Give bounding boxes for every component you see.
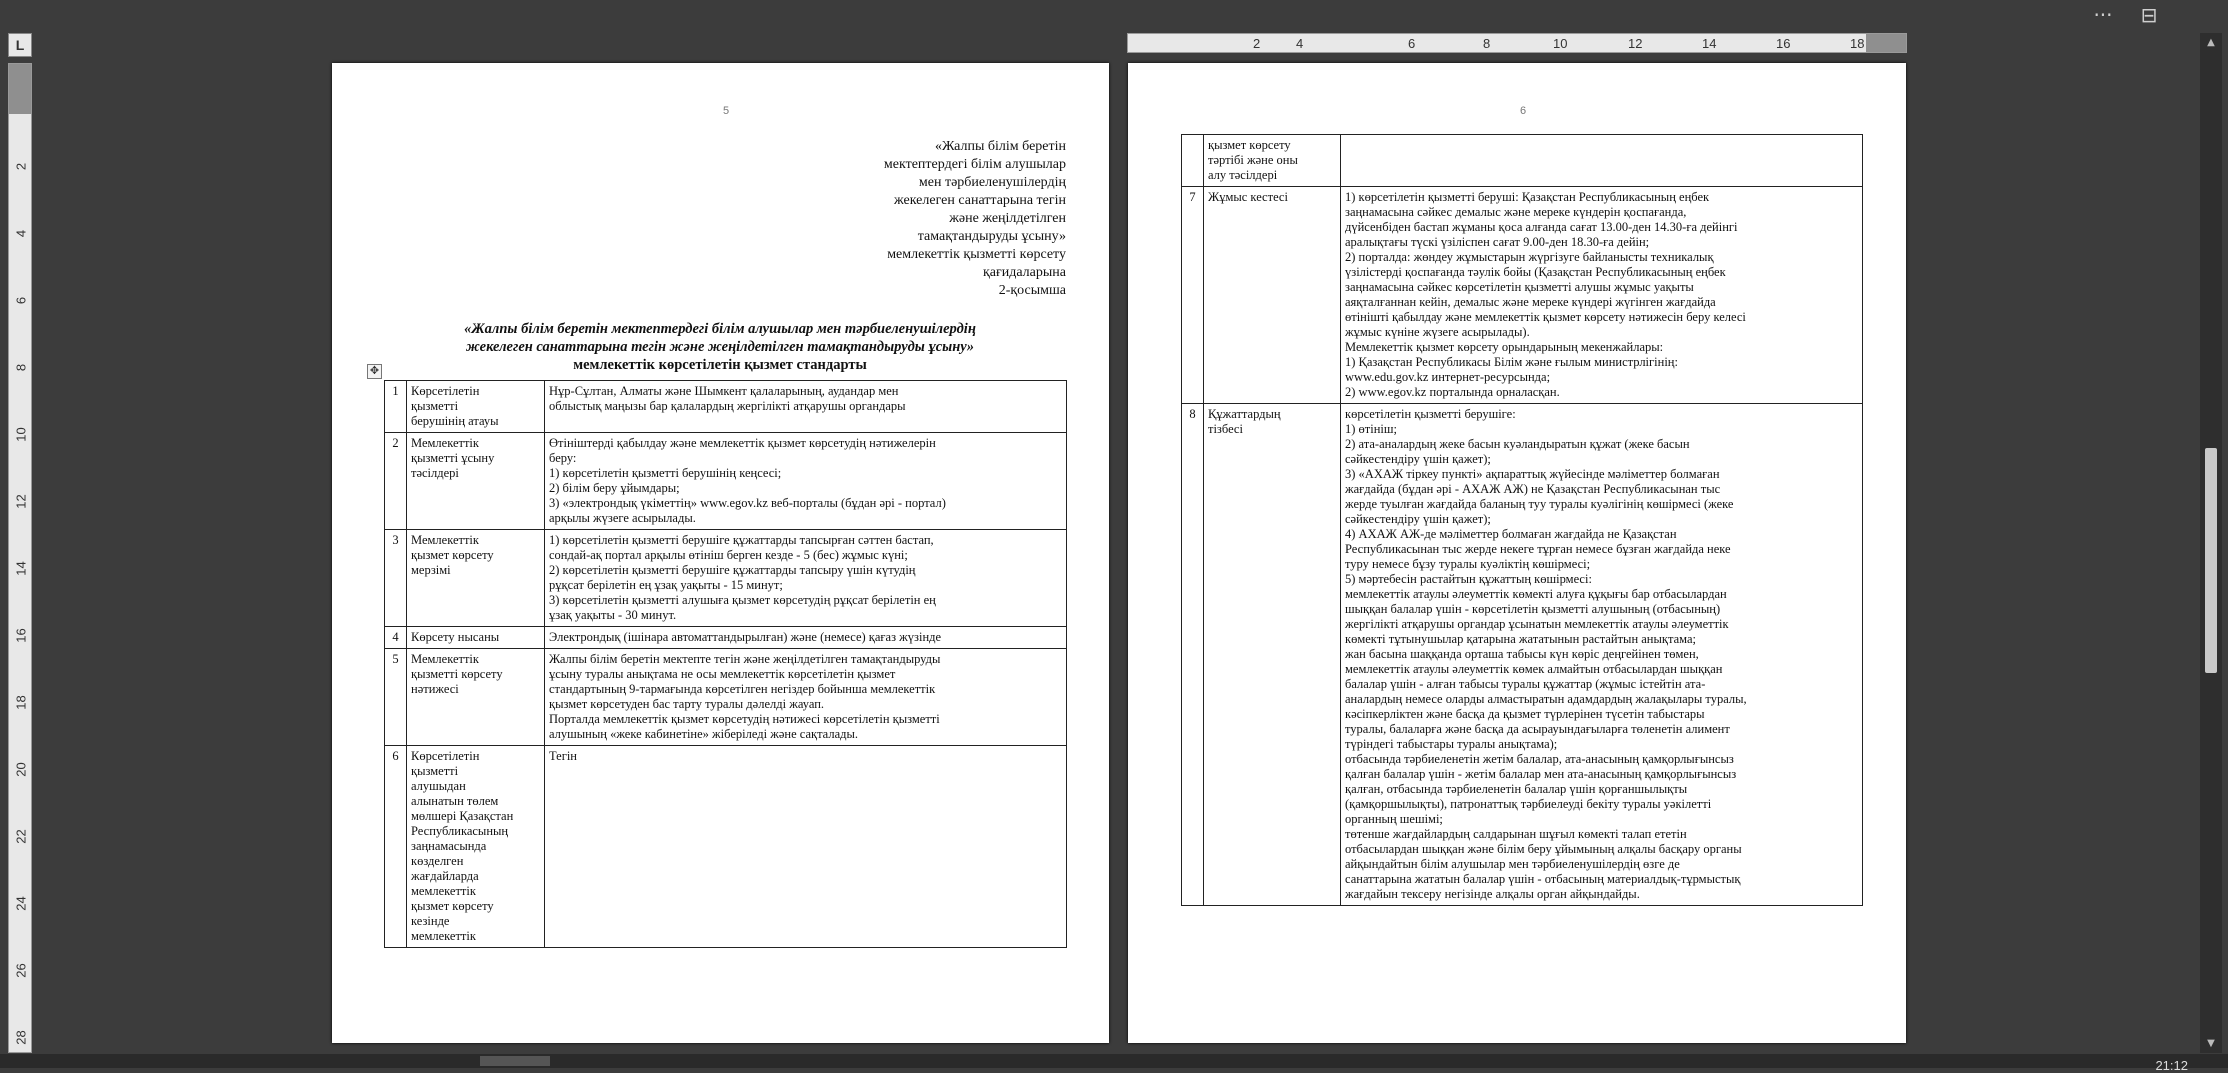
ruler-tick: 16 xyxy=(1776,36,1791,51)
cell-line: 3) «АХАЖ тіркеу пункті» ақпараттық жүйесінде мәліметтер болмаған xyxy=(1345,467,1720,481)
scroll-up-icon[interactable]: ▲ xyxy=(2207,37,2215,48)
cell-line: мемлекеттік xyxy=(411,884,476,898)
annex-line: тамақтандыруды ұсыну» xyxy=(917,229,1066,244)
cell-line: көрсетілетін қызметті берушіге: xyxy=(1345,407,1516,421)
vertical-scrollbar[interactable] xyxy=(2200,33,2222,1053)
ruler-tick: 18 xyxy=(13,695,29,710)
ruler-tick: 4 xyxy=(13,229,29,238)
cell-line: 2) порталда: жөндеу жұмыстарын жүргізуге байланысты техникалық xyxy=(1345,250,1714,264)
table-row xyxy=(385,433,1067,530)
cell-line: отбасында тәрбиеленетін жетім балалар, ата-анасының қамқорлығынсыз xyxy=(1345,752,1734,766)
page-number: 5 xyxy=(723,105,730,117)
cell-line: 1) өтініш; xyxy=(1345,422,1397,436)
cell-line: жергілікті атқарушы органдар ұсынатын мемлекеттік атаулы әлеуметтік xyxy=(1345,617,1729,631)
annex-line: жекелеген санаттарына тегін xyxy=(894,193,1066,208)
row-value-cell[interactable] xyxy=(545,627,1067,649)
cell-line: қызмет көрсету xyxy=(1208,138,1291,152)
row-number: 2 xyxy=(385,433,407,530)
cell-line: туру немесе бұзу туралы куәліктің көшірмесі; xyxy=(1345,557,1591,571)
cell-line: 5) мәртебесін растайтын құжаттың көшірмесі: xyxy=(1345,572,1592,586)
document-title xyxy=(360,320,1080,374)
row-value-cell[interactable] xyxy=(545,649,1067,746)
cell-line: сәйкестендіру үшін қажет); xyxy=(1345,512,1491,526)
scroll-down-icon[interactable]: ▼ xyxy=(2207,1038,2215,1049)
cell-line: жан басына шаққанда орташа табысы күн көріс деңгейінен төмен, xyxy=(1345,647,1699,661)
ribbon-display-button[interactable]: ⊟ xyxy=(2140,3,2158,27)
row-number: 1 xyxy=(385,381,407,433)
ruler-tick: 14 xyxy=(13,561,29,576)
cell-line: Нұр-Сұлтан, Алматы және Шымкент қалаларының, аудандар мен xyxy=(549,384,899,398)
cell-line: Мемлекеттік xyxy=(411,533,479,547)
cell-line: алушыдан xyxy=(411,779,466,793)
cell-line: қызметті көрсету xyxy=(411,667,503,681)
table-row xyxy=(385,746,1067,948)
ruler-tick: 24 xyxy=(13,896,29,911)
ruler-tick: 4 xyxy=(1296,36,1304,51)
row-value-cell[interactable] xyxy=(545,746,1067,948)
cell-line: Республикасының xyxy=(411,824,509,838)
cell-line: 1) Қазақстан Республикасы Білім және ғылым министрлігінің: xyxy=(1345,355,1678,369)
cell-line: Көрсетілетін xyxy=(411,384,480,398)
annex-line: және жеңілдетілген xyxy=(949,211,1066,226)
standard-table-page-5 xyxy=(384,380,1067,948)
ruler-tick: 16 xyxy=(13,628,29,643)
cell-line: 2) ата-аналардың жеке басын куәландыратын құжат (жеке басын xyxy=(1345,437,1690,451)
cell-line: кәсіпкерліктен және басқа да қызмет түрлерінен түсетін табыстары xyxy=(1345,707,1705,721)
cell-line: жағдайларда xyxy=(411,869,479,883)
horizontal-scrollbar-thumb[interactable] xyxy=(480,1056,550,1066)
more-options-button[interactable]: ··· xyxy=(2093,3,2113,27)
row-label-cell[interactable] xyxy=(407,627,545,649)
cell-line: беру: xyxy=(549,451,577,465)
row-label-cell[interactable] xyxy=(407,746,545,948)
cell-line: сондай-ақ портал арқылы өтініш берген кезде - 5 (бес) жұмыс күні; xyxy=(549,548,908,562)
cell-line: нәтижесі xyxy=(411,682,459,696)
cell-line: Порталда мемлекеттік қызмет көрсетудің нәтижесі көрсетілетін қызметті xyxy=(549,712,940,726)
row-number: 7 xyxy=(1182,187,1204,404)
row-value-cell[interactable] xyxy=(1341,404,1863,906)
cell-line: www.edu.gov.kz интернет-ресурсында; xyxy=(1345,370,1551,384)
cell-line: аяқталғаннан кейін, демалыс және мереке күндері жүгінген жағдайда xyxy=(1345,295,1716,309)
cell-line: алушының «жеке кабинетіне» жіберіледі және сақталады. xyxy=(549,727,859,741)
cell-line: қызметті ұсыну xyxy=(411,451,495,465)
cell-line: 1) көрсетілетін қызметті берушіге құжаттарды тапсырған сәттен бастап, xyxy=(549,533,934,547)
row-label-cell[interactable] xyxy=(407,530,545,627)
row-number: 3 xyxy=(385,530,407,627)
cell-line: Республикасынан тыс жерде некеге тұрған немесе бұзған жағдайда неке xyxy=(1345,542,1731,556)
cell-line: үзілістерді қоспағанда тәулік бойы (Қазақстан Республикасының еңбек xyxy=(1345,265,1726,279)
cell-line: (қамқоршылықты), патронаттық тәрбиелеуді бекіту туралы уәкілетті xyxy=(1345,797,1712,811)
ruler-margin-right xyxy=(1866,34,1906,52)
cell-line: қызмет көрсету xyxy=(411,899,494,913)
cell-line: жұмыс күніне жүзеге асырылады). xyxy=(1345,325,1530,339)
cell-line: Тегін xyxy=(549,749,577,763)
ruler-tick: 10 xyxy=(1553,36,1568,51)
cell-line: қалған, отбасында тәрбиеленетін балалар үшін қорғаншылықты xyxy=(1345,782,1688,796)
row-label-cell[interactable] xyxy=(407,433,545,530)
annex-line: 2-қосымша xyxy=(998,283,1066,298)
row-number: 8 xyxy=(1182,404,1204,906)
cell-line: заңнамасына сәйкес көрсетілетін қызметті алушы жұмыс уақыты xyxy=(1345,280,1694,294)
row-value-cell[interactable] xyxy=(545,381,1067,433)
cell-line: ұзақ уақыты - 30 минут. xyxy=(549,608,677,622)
cell-line: түріндегі табыстары туралы анықтама); xyxy=(1345,737,1558,751)
cell-line: дүйсенбіден бастап жұманы қоса алғанда сағат 13.00-ден 14.30-ға дейінгі xyxy=(1345,220,1738,234)
cell-line: 2) білім беру ұйымдары; xyxy=(549,481,680,495)
cell-line: айқындайтын білім алушылар мен тәрбиеленушілердің өзге де xyxy=(1345,857,1680,871)
scrollbar-thumb[interactable] xyxy=(2205,448,2217,673)
cell-line: жерде туылған жағдайда баланың туу туралы куәлігінің көшірмесі (жеке xyxy=(1345,497,1734,511)
cell-line: қалған балалар үшін - жетім балалар мен ата-анасының қамқорлығынсыз xyxy=(1345,767,1737,781)
ruler-tick: 8 xyxy=(13,363,29,372)
cell-line: көзделген xyxy=(411,854,464,868)
cell-line: мемлекеттік атаулы әлеуметтік көмек алмайтын отбасылардан шыққан xyxy=(1345,662,1723,676)
row-number: 4 xyxy=(385,627,407,649)
cell-line: қызмет көрсету xyxy=(411,548,494,562)
table-row xyxy=(1182,187,1863,404)
cell-line: жағдайын тексеру негізінде алқалы орган айқындайды. xyxy=(1345,887,1640,901)
tab-selector[interactable]: L xyxy=(8,33,32,57)
cell-line: Жалпы білім беретін мектепте тегін және жеңілдетілген тамақтандыруды xyxy=(549,652,941,666)
table-row xyxy=(1182,135,1863,187)
cell-line: 2) көрсетілетін қызметті берушіге құжаттарды тапсыру үшін күтудің xyxy=(549,563,916,577)
cell-line: 2) www.egov.kz порталында орналасқан. xyxy=(1345,385,1560,399)
cell-line: рұқсат берілетін ең ұзақ уақыты - 15 минут; xyxy=(549,578,783,592)
table-row xyxy=(385,649,1067,746)
annex-line: мен тәрбиеленушілердің xyxy=(918,175,1066,190)
cell-line: алу тәсілдері xyxy=(1208,168,1278,182)
cell-line: қызметті xyxy=(411,764,459,778)
cell-line: 3) көрсетілетін қызметті алушыға қызмет көрсетудің рұқсат берілетін ең xyxy=(549,593,936,607)
row-label-cell[interactable] xyxy=(1204,404,1341,906)
annex-line: мемлекеттік қызметті көрсету xyxy=(887,247,1066,262)
ruler-tick: 2 xyxy=(1253,36,1261,51)
table-row xyxy=(385,627,1067,649)
ruler-tick: 8 xyxy=(1483,36,1491,51)
row-number: 5 xyxy=(385,649,407,746)
cell-line: 1) көрсетілетін қызметті берушінің кеңсесі; xyxy=(549,466,782,480)
ruler-tick: 6 xyxy=(13,296,29,305)
cell-line: органның шешімі; xyxy=(1345,812,1443,826)
title-line: «Жалпы білім беретін мектептердегі білім алушылар мен тәрбиеленушілердің xyxy=(464,321,976,337)
cell-line: Мемлекеттік xyxy=(411,436,479,450)
title-line: жекелеген санаттарына тегін және жеңілдетілген тамақтандыруды ұсыну» xyxy=(466,339,974,355)
cell-line: заңнамасында xyxy=(411,839,487,853)
cell-line: Құжаттардың xyxy=(1208,407,1281,421)
cell-line: тәсілдері xyxy=(411,466,459,480)
table-row xyxy=(1182,404,1863,906)
cell-line: отбасылардан шыққан және білім беру ұйымының алқалы басқару органы xyxy=(1345,842,1742,856)
row-label-cell[interactable] xyxy=(1204,135,1341,187)
page-number: 6 xyxy=(1520,105,1527,117)
cell-line: шыққан балалар үшін - көрсетілетін қызметті алушының (отбасының) xyxy=(1345,602,1721,616)
ruler-tick: 18 xyxy=(1850,36,1865,51)
cell-line: туралы, балаларға және басқа да асырауындағыларға төленетін алимент xyxy=(1345,722,1730,736)
ruler-tick: 10 xyxy=(13,427,29,442)
row-value-cell[interactable] xyxy=(545,433,1067,530)
table-row xyxy=(385,530,1067,627)
ruler-tick: 2 xyxy=(13,162,29,171)
cell-line: Мемлекеттік қызмет көрсету орындарының мекенжайлары: xyxy=(1345,340,1664,354)
cell-line: өтінішті қабылдау және мемлекеттік қызмет көрсету нәтижесін беру келесі xyxy=(1345,310,1746,324)
row-label-cell[interactable] xyxy=(407,381,545,433)
cell-line: мерзімі xyxy=(411,563,451,577)
cell-line: тәртібі және оны xyxy=(1208,153,1298,167)
ruler-tick: 22 xyxy=(13,829,29,844)
ruler-tick: 20 xyxy=(13,762,29,777)
cell-line: Өтініштерді қабылдау және мемлекеттік қызмет көрсетудің нәтижелерін xyxy=(549,436,936,450)
cell-line: мемлекеттік атаулы әлеуметтік көмекті алуға құқығы бар отбасылардан xyxy=(1345,587,1727,601)
cell-line: 4) АХАЖ АЖ-де мәліметтер болмаған жағдайда не Қазақстан xyxy=(1345,527,1677,541)
row-label-cell[interactable] xyxy=(407,649,545,746)
cell-line: санаттарына жататын балалар үшін - отбасының материалдық-тұрмыстық xyxy=(1345,872,1741,886)
row-number: 6 xyxy=(385,746,407,948)
ruler-margin-top xyxy=(9,64,31,114)
cell-line: Көрсетілетін xyxy=(411,749,480,763)
cell-line: алынатын төлем xyxy=(411,794,499,808)
cell-line: Жұмыс кестесі xyxy=(1208,190,1288,204)
cell-line: ұсыну туралы анықтама не осы мемлекеттік көрсетілетін қызмет xyxy=(549,667,896,681)
horizontal-ruler[interactable] xyxy=(1127,33,1907,53)
annex-line: қағидаларына xyxy=(982,265,1066,280)
cell-line: арқылы жүзеге асырылады. xyxy=(549,511,696,525)
cell-line: заңнамасына сәйкес демалыс және мереке күндерін қоспағанда, xyxy=(1345,205,1687,219)
cell-line: тізбесі xyxy=(1208,422,1243,436)
annex-line: «Жалпы білім беретін xyxy=(934,139,1066,154)
vertical-ruler[interactable] xyxy=(8,63,32,1053)
table-row xyxy=(385,381,1067,433)
row-value-cell[interactable] xyxy=(545,530,1067,627)
row-value-cell[interactable] xyxy=(1341,135,1863,187)
cell-line: Электрондық (ішінара автоматтандырылған) және (немесе) қағаз жүзінде xyxy=(549,630,942,644)
ruler-tick: 6 xyxy=(1408,36,1416,51)
cell-line: қызмет көрсетуден бас тарту туралы дәлелді жауап. xyxy=(549,697,825,711)
taskbar-clock: 21:12 xyxy=(2155,1058,2188,1073)
cell-line: қызметті xyxy=(411,399,459,413)
cell-line: Мемлекеттік xyxy=(411,652,479,666)
cell-line: 1) көрсетілетін қызметті беруші: Қазақстан Республикасының еңбек xyxy=(1345,190,1710,204)
cell-line: Көрсету нысаны xyxy=(411,630,500,644)
ruler-tick: 26 xyxy=(13,963,29,978)
window-controls xyxy=(2080,0,2218,30)
cell-line: сәйкестендіру үшін қажет); xyxy=(1345,452,1491,466)
cell-line: 3) «электрондық үкіметтің» www.egov.kz веб-порталы (бұдан әрі - портал) xyxy=(549,496,946,510)
cell-line: аралықтағы түскі үзіліспен сағат 9.00-ден 18.30-ға дейін; xyxy=(1345,235,1650,249)
title-subtitle: мемлекеттік көрсетілетін қызмет стандарты xyxy=(573,357,867,373)
cell-line: жағдайда (бұдан әрі - АХАЖ АЖ) не Қазақстан Республикасынан тыс xyxy=(1345,482,1721,496)
cell-line: берушінің атауы xyxy=(411,414,499,428)
row-number xyxy=(1182,135,1204,187)
ruler-tick: 12 xyxy=(1628,36,1643,51)
row-label-cell[interactable] xyxy=(1204,187,1341,404)
cell-line: облыстық маңызы бар қалалардың жергілікті атқарушы органдары xyxy=(549,399,906,413)
row-value-cell[interactable] xyxy=(1341,187,1863,404)
cell-line: аналардың немесе оларды алмастыратын адамдардың жалақылары туралы, xyxy=(1345,692,1747,706)
ruler-tick: 28 xyxy=(13,1030,29,1045)
standard-table-page-6 xyxy=(1181,134,1863,906)
cell-line: мемлекеттік xyxy=(411,929,476,943)
cell-line: көмекті тұтынушылар қатарына жататынын растайтын анықтама; xyxy=(1345,632,1696,646)
cell-line: балалар үшін - алған табысы туралы құжаттар (жұмыс істейтін ата- xyxy=(1345,677,1706,691)
ruler-tick: 12 xyxy=(13,494,29,509)
cell-line: стандартының 9-тармағында көрсетілген негіздер бойынша мемлекеттік xyxy=(549,682,936,696)
horizontal-scrollbar[interactable] xyxy=(0,1054,2228,1068)
ruler-tick: 14 xyxy=(1702,36,1717,51)
cell-line: төтенше жағдайлардың салдарынан шұғыл көмекті талап ететін xyxy=(1345,827,1687,841)
annex-header xyxy=(760,138,1066,300)
annex-line: мектептердегі білім алушылар xyxy=(883,157,1066,172)
table-move-handle-icon[interactable]: ✥ xyxy=(367,364,382,379)
cell-line: кезінде xyxy=(411,914,450,928)
cell-line: мөлшері Қазақстан xyxy=(411,809,514,823)
